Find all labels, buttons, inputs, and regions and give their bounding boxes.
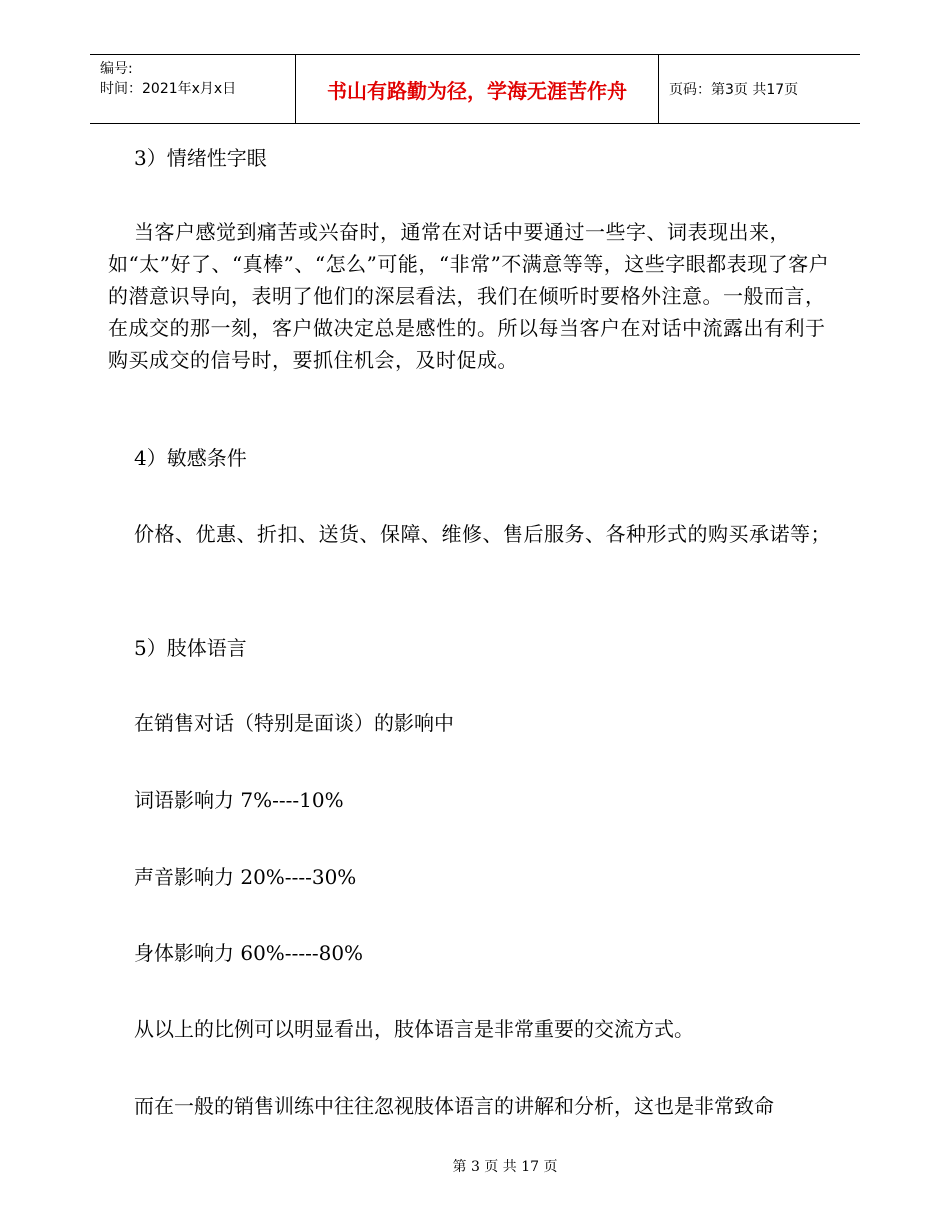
header-motto: 书山有路勤为径，学海无涯苦作舟: [295, 55, 659, 123]
voice-influence: 声音影响力 20%----30%: [134, 865, 357, 889]
page-footer: 第 3 页 共 17 页: [452, 1159, 558, 1175]
section-heading-5: 5）肢体语言: [134, 636, 247, 660]
conclusion-line: 从以上的比例可以明显看出，肢体语言是非常重要的交流方式。: [134, 1017, 694, 1041]
time-label: 时间：2021年x月x日: [100, 81, 237, 97]
paragraph-sensitive-conditions: 价格、优惠、折扣、送货、保障、维修、售后服务、各种形式的购买承诺等；: [134, 522, 831, 546]
header-meta: [90, 55, 295, 123]
section-heading-3: 3）情绪性字眼: [134, 146, 267, 170]
paragraph-emotional-words: 当客户感觉到痛苦或兴奋时，通常在对话中要通过一些字、词表现出来，如“太”好了、“真棒”、“怎么”可能，“非常”不满意等等，这些字眼都表现了客户的潜意识导向，表明了他们的深层看法，我们在倾听时要格外注意。一般而言，在成交的那一刻，客户做决定总是感性的。所以每当客户在对话中流露出有利于购买成交的信号时，要抓住机会，及时促成。: [108, 220, 830, 372]
header-page-info: 页码：第3页 共17页: [669, 82, 799, 98]
last-line: 而在一般的销售训练中往往忽视肢体语言的讲解和分析，这也是非常致命: [134, 1094, 774, 1118]
number-label: 编号:: [100, 61, 133, 77]
section-heading-4: 4）敏感条件: [134, 446, 247, 470]
body-influence: 身体影响力 60%-----80%: [134, 941, 364, 965]
body-language-intro: 在销售对话（特别是面谈）的影响中: [134, 711, 454, 735]
words-influence: 词语影响力 7%----10%: [134, 788, 344, 812]
page-header: [90, 54, 860, 124]
